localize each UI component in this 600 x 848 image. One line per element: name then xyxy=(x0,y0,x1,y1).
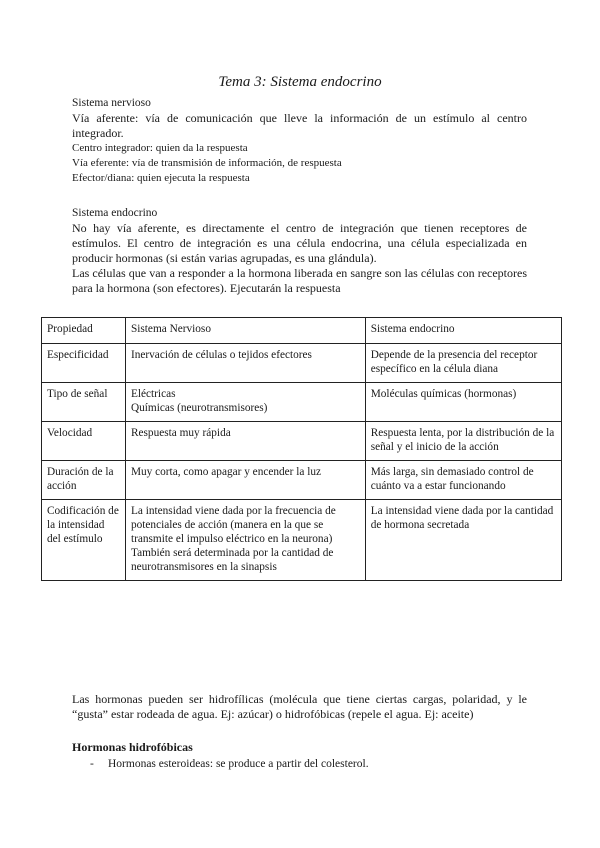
table-row xyxy=(42,344,562,383)
cell-text: Eléctricas xyxy=(130,388,176,400)
sistema-nervioso-section xyxy=(72,96,527,186)
row-property: Velocidad xyxy=(42,422,126,461)
table-row xyxy=(42,500,562,581)
table-header-row xyxy=(42,318,562,344)
table-row xyxy=(42,422,562,461)
section-heading-nervioso: Sistema nervioso xyxy=(72,97,151,109)
cell-text: Químicas (neurotransmisores) xyxy=(130,402,268,414)
cell-text: Muy corta, como apagar y encender la luz xyxy=(130,466,322,478)
row-property: Especificidad xyxy=(42,344,126,383)
row-property: Codificación de la intensidad del estímulo xyxy=(42,500,126,581)
via-eferente-text: Vía eferente: vía de transmisión de información, de respuesta xyxy=(72,157,342,169)
list-item-text: Hormonas esteroideas: se produce a partir del colesterol. xyxy=(108,758,369,770)
hormonas-section xyxy=(72,692,527,722)
header-sistema-nervioso: Sistema Nervioso xyxy=(125,318,365,344)
sistema-endocrino-section xyxy=(72,206,527,296)
row-endocrino-cell xyxy=(365,461,561,500)
cell-text: Moléculas químicas (hormonas) xyxy=(370,388,517,400)
comparison-table xyxy=(41,317,562,581)
row-nervioso-cell xyxy=(125,422,365,461)
cell-text: Respuesta muy rápida xyxy=(130,427,231,439)
section-heading-endocrino: Sistema endocrino xyxy=(72,207,158,219)
row-endocrino-cell xyxy=(365,500,561,581)
page-title: Tema 3: Sistema endocrino xyxy=(218,74,382,90)
cell-text: La intensidad viene dada por la frecuencia de potenciales de acción (manera en la que se transmite el impulso eléctrico en la neurona) xyxy=(130,505,336,545)
header-sistema-endocrino: Sistema endocrino xyxy=(365,318,561,344)
row-nervioso-cell xyxy=(125,461,365,500)
row-endocrino-cell xyxy=(365,344,561,383)
cell-text: Depende de la presencia del receptor específico en la célula diana xyxy=(370,349,538,375)
row-nervioso-cell xyxy=(125,344,365,383)
cell-text: También será determinada por la cantidad de neurotransmisores en la sinapsis xyxy=(130,547,334,573)
via-aferente-text: Vía aferente: vía de comunicación que lleve la información de un estímulo al centro integrador. xyxy=(72,111,527,140)
cell-text: Inervación de células o tejidos efectores xyxy=(130,349,312,361)
efector-text: Efector/diana: quien ejecuta la respuesta xyxy=(72,172,250,184)
row-endocrino-cell xyxy=(365,383,561,422)
row-property: Duración de la acción xyxy=(42,461,126,500)
endocrino-paragraph-1: No hay vía aferente, es directamente el centro de integración que tienen receptores de estímulos. El centro de integración es una célula endocrina, una célula especializada en producir hormonas (si están varias agrupadas, es una glándula). xyxy=(72,221,527,265)
centro-integrador-text: Centro integrador: quien da la respuesta xyxy=(72,142,248,154)
cell-text: La intensidad viene dada por la cantidad de hormona secretada xyxy=(370,505,554,531)
table-row xyxy=(42,461,562,500)
endocrino-paragraph-2: Las células que van a responder a la hormona liberada en sangre son las células con receptores para la hormona (son efectores). Ejecutarán la respuesta xyxy=(72,266,527,295)
bullet-dash: - xyxy=(90,758,94,770)
hormonas-hidrofobicas-heading: Hormonas hidrofóbicas xyxy=(72,740,193,754)
row-endocrino-cell xyxy=(365,422,561,461)
cell-text: Más larga, sin demasiado control de cuánto va a estar funcionando xyxy=(370,466,534,492)
list-item xyxy=(90,758,369,770)
hormonas-intro-text: Las hormonas pueden ser hidrofílicas (molécula que tiene ciertas cargas, polaridad, y le “gusta” estar rodeada de agua. Ej: azúcar) o hidrofóbicas (repele el agua. Ej: aceite) xyxy=(72,692,527,721)
row-nervioso-cell xyxy=(125,383,365,422)
header-propiedad: Propiedad xyxy=(42,318,126,344)
cell-text: Respuesta lenta, por la distribución de la señal y el inicio de la acción xyxy=(370,427,555,453)
row-property: Tipo de señal xyxy=(42,383,126,422)
table-row xyxy=(42,383,562,422)
row-nervioso-cell xyxy=(125,500,365,581)
